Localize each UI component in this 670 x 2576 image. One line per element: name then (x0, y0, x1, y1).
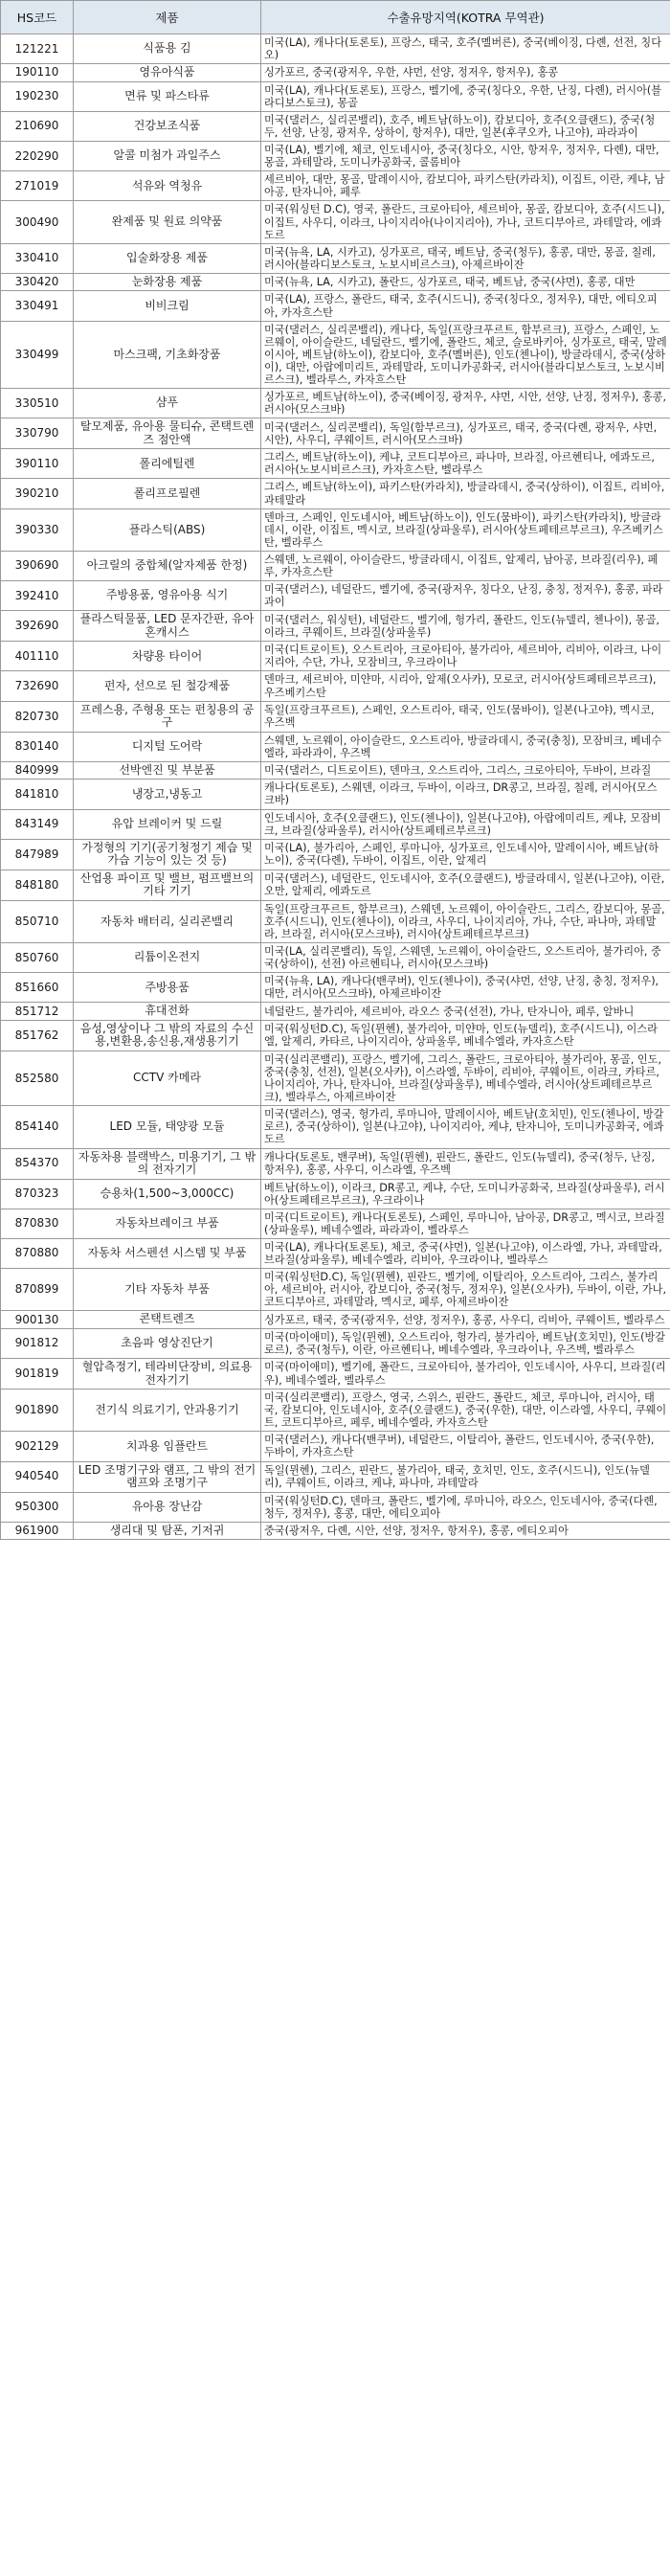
hs-code-cell: 852580 (1, 1051, 74, 1105)
product-cell: 면류 및 파스타류 (74, 81, 261, 111)
product-cell: 치과용 임플란트 (74, 1432, 261, 1461)
table-row (1, 449, 670, 479)
hs-code-cell: 851660 (1, 973, 74, 1003)
hs-code-cell: 901819 (1, 1359, 74, 1390)
hs-code-cell: 961900 (1, 1522, 74, 1540)
region-cell: 캐나다(토론토), 스웨덴, 이라크, 두바이, 이라크, DR콩고, 브라질, 칠레, 러시아(모스크바) (261, 780, 670, 809)
product-cell: 자동차용 블랙박스, 미용기기, 그 밖의 전자기기 (74, 1148, 261, 1179)
hs-code-cell: 940540 (1, 1461, 74, 1492)
region-cell: 미국(워싱턴 D.C), 영국, 폴란드, 크로아티아, 세르비아, 몽골, 캄보디아, 호주(시드니), 이집트, 사우디, 이라크, 나이지리아(나이지리아), 가나, 코트디부아르, 과테말라, 에콰도르 (261, 201, 670, 243)
hs-code-cell: 330410 (1, 243, 74, 273)
hs-code-cell: 870899 (1, 1269, 74, 1311)
product-cell: 식품용 김 (74, 34, 261, 64)
table-row (1, 1238, 670, 1268)
table-row (1, 111, 670, 141)
region-cell: 미국(디트로이트), 캐나다(토론토), 스페인, 루마니아, 남아공, DR콩고, 멕시코, 브라질(상파울루), 베네수엘라, 파라과이, 벨라루스 (261, 1209, 670, 1238)
hs-code-cell: 330491 (1, 291, 74, 321)
table-row (1, 1390, 670, 1432)
table-row (1, 508, 670, 551)
table-row (1, 273, 670, 291)
region-cell: 싱가포르, 태국, 중국(광저우, 선양, 정저우), 홍콩, 사우디, 리비아, 쿠웨이트, 벨라루스 (261, 1311, 670, 1329)
product-cell: 자동차 배터리, 실리콘밸리 (74, 900, 261, 942)
region-cell: 미국(댈러스, 실리콘밸리), 호주, 베트남(하노이), 캄보디아, 호주(오클랜드), 중국(청두, 선양, 난징, 광저우, 상하이, 항저우), 대만, 일본(후쿠오카, 나고야), 파라과이 (261, 111, 670, 141)
region-cell: 미국(댈러스), 캐나다(밴쿠버), 네덜란드, 이탈리아, 폴란드, 인도네시아, 중국(우한), 두바이, 카자흐스탄 (261, 1432, 670, 1461)
hs-code-cell: 901890 (1, 1390, 74, 1432)
product-cell: 산업용 파이프 및 밸브, 펌프밸브의 기타 기기 (74, 870, 261, 900)
product-cell: 플라스틱물품, LED 문자간판, 유아혼캐시스 (74, 611, 261, 642)
product-cell: 생리대 및 탐폰, 기저귀 (74, 1522, 261, 1540)
product-cell: 플라스틱(ABS) (74, 508, 261, 551)
product-cell: 음성,영상이나 그 밖의 자료의 수신용,변환용,송신용,재생용기기 (74, 1020, 261, 1051)
region-cell: 스웨덴, 노르웨이, 아이슬란드, 방글라데시, 이집트, 알제리, 남아공, 브라질(리우), 페루, 카자흐스탄 (261, 551, 670, 580)
product-cell: 초음파 영상진단기 (74, 1328, 261, 1358)
region-cell: 미국(LA), 캐나다(토론토), 프랑스, 태국, 호주(멜버른), 중국(베이징, 다롄, 선전, 칭다오) (261, 34, 670, 64)
region-cell: 베트남(하노이), 이라크, DR콩고, 케냐, 수단, 도미니카공화국, 브라질(상파울루), 러시아(상트페테르부르크), 우크라이나 (261, 1179, 670, 1209)
hs-code-cell: 850710 (1, 900, 74, 942)
product-cell: 프레스용, 주형용 또는 펀칭용의 공구 (74, 701, 261, 732)
table-row (1, 1020, 670, 1051)
product-cell: 가정형의 기기(공기청정기 제습 및 가습 기능이 있는 것 등) (74, 839, 261, 870)
hs-code-cell: 830140 (1, 732, 74, 761)
product-cell: 콘택트렌즈 (74, 1311, 261, 1329)
product-cell: 눈화장용 제품 (74, 273, 261, 291)
region-cell: 독일(프랑크푸르트, 함부르크), 스웨덴, 노르웨이, 아이슬란드, 그리스, 캄보디아, 몽골, 호주(시드니), 인도(첸나이), 이라크, 사우디, 나이지리아, 가나, 수단, 파나마, 과테말라, 브라질, 러시아(모스크바), 러시아(상트페테르부르크) (261, 900, 670, 942)
table-row (1, 389, 670, 418)
region-cell: 미국(LA), 캐나다(토론토), 프랑스, 벨기에, 중국(칭다오, 우한, 난징, 다롄), 러시아(블라디보스토크), 몽골 (261, 81, 670, 111)
hs-code-cell: 850760 (1, 943, 74, 973)
region-cell: 독일(뮌헨), 그리스, 핀란드, 불가리아, 태국, 호치민, 인도, 호주(시드니), 인도(뉴델리), 쿠웨이트, 이라크, 케냐, 파나마, 과테말라 (261, 1461, 670, 1492)
table-header-row (1, 1, 670, 34)
product-cell: 석유와 역청유 (74, 171, 261, 201)
hs-code-cell: 901812 (1, 1328, 74, 1358)
hs-code-cell: 732690 (1, 671, 74, 701)
region-cell: 미국(LA), 불가리아, 스페인, 루마니아, 싱가포르, 인도네시아, 말레이시아, 베트남(하노이), 중국(다롄), 두바이, 이집트, 이란, 알제리 (261, 839, 670, 870)
table-row (1, 1461, 670, 1492)
product-cell: 샴푸 (74, 389, 261, 418)
table-row (1, 1003, 670, 1021)
hs-code-cell: 854370 (1, 1148, 74, 1179)
header-product: 제품 (74, 1, 261, 34)
product-cell: 휴대전화 (74, 1003, 261, 1021)
hs-code-cell: 902129 (1, 1432, 74, 1461)
table-row (1, 1179, 670, 1209)
table-row (1, 1051, 670, 1105)
header-hs-code: HS코드 (1, 1, 74, 34)
hs-code-cell: 841810 (1, 780, 74, 809)
region-cell: 그리스, 베트남(하노이), 파키스탄(카라치), 방글라데시, 중국(상하이), 이집트, 리비아, 과테말라 (261, 479, 670, 508)
product-cell: 입술화장용 제품 (74, 243, 261, 273)
region-cell: 싱가포르, 중국(광저우, 우한, 샤먼, 선양, 정저우, 항저우), 홍콩 (261, 64, 670, 82)
region-cell: 미국(LA), 벨기에, 체코, 인도네시아, 중국(칭다오, 시안, 항저우, 정저우, 다롄), 대만, 몽골, 과테말라, 도미니카공화국, 콜롬비아 (261, 142, 670, 171)
hs-code-cell: 392410 (1, 581, 74, 611)
region-cell: 미국(LA), 프랑스, 폴란드, 태국, 호주(시드니), 중국(칭다오, 정저우), 대만, 에티오피아, 카자흐스탄 (261, 291, 670, 321)
hs-code-cell: 870323 (1, 1179, 74, 1209)
region-cell: 인도네시아, 호주(오클랜드), 인도(첸나이), 일본(나고야), 아랍에미리트, 케냐, 모잠비크, 브라질(상파울루), 러시아(상트페테르부르크) (261, 809, 670, 839)
table-row (1, 611, 670, 642)
product-cell: LED 조명기구와 램프, 그 밖의 전기램프와 조명기구 (74, 1461, 261, 1492)
hs-code-cell: 121221 (1, 34, 74, 64)
region-cell: 미국(댈러스, 디트로이트), 덴마크, 오스트리아, 그리스, 크로아티아, 두바이, 브라질 (261, 761, 670, 780)
table-row (1, 1492, 670, 1522)
region-cell: 미국(디트로이트), 오스트리아, 크로아티아, 불가리아, 세르비아, 리비아, 이라크, 나이지리아, 수단, 가나, 모잠비크, 우크라이나 (261, 642, 670, 671)
region-cell: 미국(뉴욕, LA, 시카고), 싱가포르, 태국, 베트남, 중국(청두), 홍콩, 대만, 몽골, 칠레, 러시아(블라디보스토크, 노보시비르스크), 아제르바이잔 (261, 243, 670, 273)
hs-code-cell: 330790 (1, 418, 74, 449)
table-row (1, 479, 670, 508)
product-cell: 주방용품, 영유아용 식기 (74, 581, 261, 611)
region-cell: 미국(LA), 캐나다(토론토), 체코, 중국(샤먼), 일본(나고야), 이스라엘, 가나, 과테말라, 브라질(상파울루), 베네수엘라, 리비아, 우크라이나, 벨라루스 (261, 1238, 670, 1268)
hs-code-cell: 950300 (1, 1492, 74, 1522)
region-cell: 미국(워싱턴D.C), 독일(뮌헨), 불가리아, 미얀마, 인도(뉴델리), 호주(시드니), 이스라엘, 알제리, 카타르, 나이지리아, 상파울루, 베네수엘라, 카자흐스탄 (261, 1020, 670, 1051)
table-row (1, 809, 670, 839)
hs-code-cell: 854140 (1, 1106, 74, 1148)
table-row (1, 418, 670, 449)
table-row (1, 900, 670, 942)
region-cell: 세르비아, 대만, 몽골, 말레이시아, 캄보디아, 파키스탄(카라치), 이집트, 이란, 케냐, 남아공, 탄자니아, 페루 (261, 171, 670, 201)
hs-code-cell: 271019 (1, 171, 74, 201)
table-row (1, 1209, 670, 1238)
product-cell: 기타 자동차 부품 (74, 1269, 261, 1311)
region-cell: 덴마크, 스페인, 인도네시아, 베트남(하노이), 인도(뭄바이), 파키스탄(카라치), 방글라데시, 이란, 이집트, 멕시코, 브라질(상파울루), 러시아(상트페테르부르크), 우즈베키스탄, 벨라루스 (261, 508, 670, 551)
product-cell: 유아용 장난감 (74, 1492, 261, 1522)
hs-code-cell: 392690 (1, 611, 74, 642)
hs-code-cell: 190110 (1, 64, 74, 82)
hs-code-cell: 300490 (1, 201, 74, 243)
product-cell: 자동차 서스펜션 시스템 및 부품 (74, 1238, 261, 1268)
hs-code-cell: 401110 (1, 642, 74, 671)
table-row (1, 142, 670, 171)
region-cell: 네덜란드, 불가리아, 세르비아, 라오스 중국(선전), 가나, 탄자니아, 페루, 알바니 (261, 1003, 670, 1021)
table-row (1, 291, 670, 321)
region-cell: 미국(댈러스), 영국, 헝가리, 루마니아, 말레이시아, 베트남(호치민), 인도(첸나이, 방갈로르), 중국(상하이), 일본(나고야), 나이지리아, 케냐, 탄자니아, 도미니카공화국, 에콰도르 (261, 1106, 670, 1148)
product-cell: 주방용품 (74, 973, 261, 1003)
region-cell: 미국(댈러스, 실리콘밸리), 캐나다, 독일(프랑크푸르트, 함부르크), 프랑스, 스페인, 노르웨이, 아이슬란드, 네덜란드, 벨기에, 폴란드, 체코, 슬로바키아, 싱가포르, 태국, 말레이시아, 베트남(하노이), 캄보디아, 호주(멜버른), 인도(첸나이), 방글라데시, 중국(상하이), 대만, 아랍에미리트, 과테말라, 도미니카공화국, 러시아(블라디보스토크, 노보시비르스크), 벨라루스, 카자흐스탄 (261, 321, 670, 388)
table-row (1, 201, 670, 243)
product-cell: 펀자, 선으로 된 철강제품 (74, 671, 261, 701)
product-cell: 영유아식품 (74, 64, 261, 82)
table-row (1, 1269, 670, 1311)
hs-code-cell: 840999 (1, 761, 74, 780)
product-cell: 차량용 타이어 (74, 642, 261, 671)
region-cell: 미국(마이애미), 독일(뮌헨), 오스트리아, 헝가리, 불가리아, 베트남(호치민), 인도(방갈로르), 중국(청두), 이란, 아르헨티나, 베네수엘라, 우크라이나, 우즈벡, 벨라루스 (261, 1328, 670, 1358)
table-row (1, 780, 670, 809)
hs-code-cell: 210690 (1, 111, 74, 141)
region-cell: 캐나다(토론토, 밴쿠버), 독일(뮌헨), 핀란드, 폴란드, 인도(뉴델리), 중국(청두, 난징, 항저우), 홍콩, 사우디, 이스라엘, 우즈벡 (261, 1148, 670, 1179)
table-row (1, 973, 670, 1003)
table-row (1, 1432, 670, 1461)
hs-code-cell: 330510 (1, 389, 74, 418)
hs-code-cell: 843149 (1, 809, 74, 839)
region-cell: 미국(댈러스, 실리콘밸리), 독일(함부르크), 싱가포르, 태국, 중국(다롄, 광저우, 샤먼, 시안), 사우디, 쿠웨이트, 러시아(모스크바) (261, 418, 670, 449)
product-cell: 리튬이온전지 (74, 943, 261, 973)
product-cell: 선박엔진 및 부분품 (74, 761, 261, 780)
table-row (1, 1522, 670, 1540)
product-cell: 자동차브레이크 부품 (74, 1209, 261, 1238)
region-cell: 미국(뉴욕, LA, 시카고), 폴란드, 싱가포르, 태국, 베트남, 중국(샤먼), 홍콩, 대만 (261, 273, 670, 291)
table-row (1, 81, 670, 111)
table-row (1, 943, 670, 973)
table-row (1, 171, 670, 201)
region-cell: 싱가포르, 베트남(하노이), 중국(베이징, 광저우, 샤먼, 시안, 선양, 난징, 정저우), 홍콩, 러시아(모스크바) (261, 389, 670, 418)
table-row (1, 839, 670, 870)
hs-code-cell: 848180 (1, 870, 74, 900)
product-cell: 탈모제품, 유아용 물티슈, 콘택트렌즈 점안액 (74, 418, 261, 449)
hs-code-cell: 390690 (1, 551, 74, 580)
region-cell: 미국(워싱턴D.C), 독일(뮌헨), 핀란드, 벨기에, 이탈리아, 오스트리아, 그리스, 불가리아, 세르비아, 러시아, 캄보디아, 중국(청두, 정저우), 일본(오사카), 두바이, 이란, 가나, 코트디부아르, 과테말라, 멕시코, 페루, 아제르바이잔 (261, 1269, 670, 1311)
table-row (1, 243, 670, 273)
table-row (1, 870, 670, 900)
region-cell: 미국(댈러스), 네덜란드, 벨기에, 중국(광저우, 칭다오, 난징, 충칭, 정저우), 홍콩, 파라과이 (261, 581, 670, 611)
table-row (1, 1106, 670, 1148)
product-cell: 혈압측정기, 테라비단장비, 의료용 전자기기 (74, 1359, 261, 1390)
hs-code-cell: 390110 (1, 449, 74, 479)
region-cell: 미국(댈러스, 워싱턴), 네덜란드, 벨기에, 헝가리, 폴란드, 인도(뉴델리, 첸나이), 몽골, 이라크, 쿠웨이트, 브라질(상파울루) (261, 611, 670, 642)
region-cell: 중국(광저우, 다롄, 시안, 선양, 정저우, 항저우), 홍콩, 에티오피아 (261, 1522, 670, 1540)
product-cell: 전기식 의료기기, 안과용기기 (74, 1390, 261, 1432)
table-row (1, 642, 670, 671)
table-body (1, 34, 670, 1540)
header-region: 수출유망지역(KOTRA 무역관) (261, 1, 670, 34)
hs-code-cell: 851762 (1, 1020, 74, 1051)
table-row (1, 551, 670, 580)
region-cell: 덴마크, 세르비아, 미얀마, 시리아, 알제(오사카), 모로코, 러시아(상트페테르부르크), 우즈베키스탄 (261, 671, 670, 701)
table-row (1, 34, 670, 64)
table-row (1, 701, 670, 732)
product-cell: 폴리에틸렌 (74, 449, 261, 479)
region-cell: 미국(마이애미), 벨기에, 폴란드, 크로아티아, 불가리아, 인도네시아, 사우디, 브라질(리우), 베네수엘라, 벨라루스 (261, 1359, 670, 1390)
product-cell: 승용차(1,500~3,000CC) (74, 1179, 261, 1209)
table-row (1, 1359, 670, 1390)
region-cell: 스웨덴, 노르웨이, 아이슬란드, 오스트리아, 방글라데시, 중국(충칭), 모잠비크, 베네수엘라, 파라과이, 우즈벡 (261, 732, 670, 761)
product-cell: 알콜 미첨가 과일주스 (74, 142, 261, 171)
region-cell: 미국(워싱턴D.C), 덴마크, 폴란드, 벨기에, 루마니아, 라오스, 인도네시아, 중국(다롄, 청두, 정저우), 홍콩, 대만, 에티오피아 (261, 1492, 670, 1522)
hs-code-cell: 820730 (1, 701, 74, 732)
table-row (1, 321, 670, 388)
product-cell: 유압 브레이커 및 드릴 (74, 809, 261, 839)
product-cell: 아크릴의 중합체(알자제품 한정) (74, 551, 261, 580)
hs-code-cell: 220290 (1, 142, 74, 171)
product-cell: 비비크림 (74, 291, 261, 321)
product-cell: 완제품 및 원료 의약품 (74, 201, 261, 243)
hs-code-cell: 330499 (1, 321, 74, 388)
hs-code-cell: 390210 (1, 479, 74, 508)
region-cell: 독일(프랑크푸르트), 스페인, 오스트리아, 태국, 인도(뭄바이), 일본(나고야), 멕시코, 우즈벡 (261, 701, 670, 732)
region-cell: 미국(뉴욕, LA), 캐나다(밴쿠버), 인도(첸나이), 중국(샤먼, 선양, 난징, 충칭, 정저우), 대만, 러시아(모스크바), 아제르바이잔 (261, 973, 670, 1003)
region-cell: 그리스, 베트남(하노이), 케냐, 코트디부아르, 파나마, 브라질, 아르헨티나, 에콰도르, 러시아(노보시비르스크), 카자흐스탄, 벨라루스 (261, 449, 670, 479)
table-row (1, 581, 670, 611)
hs-code-cell: 900130 (1, 1311, 74, 1329)
table-row (1, 732, 670, 761)
table-row (1, 761, 670, 780)
table-row (1, 1311, 670, 1329)
hs-code-cell: 390330 (1, 508, 74, 551)
hs-code-cell: 870880 (1, 1238, 74, 1268)
product-cell: 폴리프로필렌 (74, 479, 261, 508)
product-cell: 건강보조식품 (74, 111, 261, 141)
product-cell: 디지털 도어락 (74, 732, 261, 761)
region-cell: 미국(댈러스), 네덜란드, 인도네시아, 호주(오클랜드), 방글라데시, 일본(나고야), 이란, 오만, 알제리, 에콰도르 (261, 870, 670, 900)
hs-code-cell: 870830 (1, 1209, 74, 1238)
region-cell: 미국(실리콘밸리), 프랑스, 영국, 스위스, 핀란드, 폴란드, 체코, 루마니아, 러시아, 태국, 캄보디아, 인도네시아, 호주(오클랜드), 중국(우한), 대만, 이스라엘, 사우디, 쿠웨이트, 코트디부아르, 페루, 베네수엘라, 카자흐스탄 (261, 1390, 670, 1432)
table-row (1, 64, 670, 82)
table-row (1, 1148, 670, 1179)
table-row (1, 1328, 670, 1358)
product-cell: LED 모듈, 태양광 모듈 (74, 1106, 261, 1148)
hs-code-cell: 330420 (1, 273, 74, 291)
product-cell: 마스크팩, 기초화장품 (74, 321, 261, 388)
table-row (1, 671, 670, 701)
hs-code-cell: 847989 (1, 839, 74, 870)
product-cell: CCTV 카메라 (74, 1051, 261, 1105)
region-cell: 미국(실리콘밸리), 프랑스, 벨기에, 그리스, 폴란드, 크로아티아, 불가리아, 몽골, 인도, 중국(충칭, 선전), 일본(오사카), 이스라엘, 두바이, 리비아, 쿠웨이트, 이라크, 카타르, 나이지리아, 가나, 탄자니아, 브라질(상파울루), 베네수엘라, 러시아(상트페테르부르크), 벨라루스, 아제르바이잔 (261, 1051, 670, 1105)
hs-code-cell: 190230 (1, 81, 74, 111)
product-cell: 냉장고,냉동고 (74, 780, 261, 809)
hs-code-cell: 851712 (1, 1003, 74, 1021)
region-cell: 미국(LA, 실리콘밸리), 독일, 스웨덴, 노르웨이, 아이슬란드, 오스트리아, 불가리아, 중국(상하이), 선전) 아르헨티나, 러시아(모스크바) (261, 943, 670, 973)
